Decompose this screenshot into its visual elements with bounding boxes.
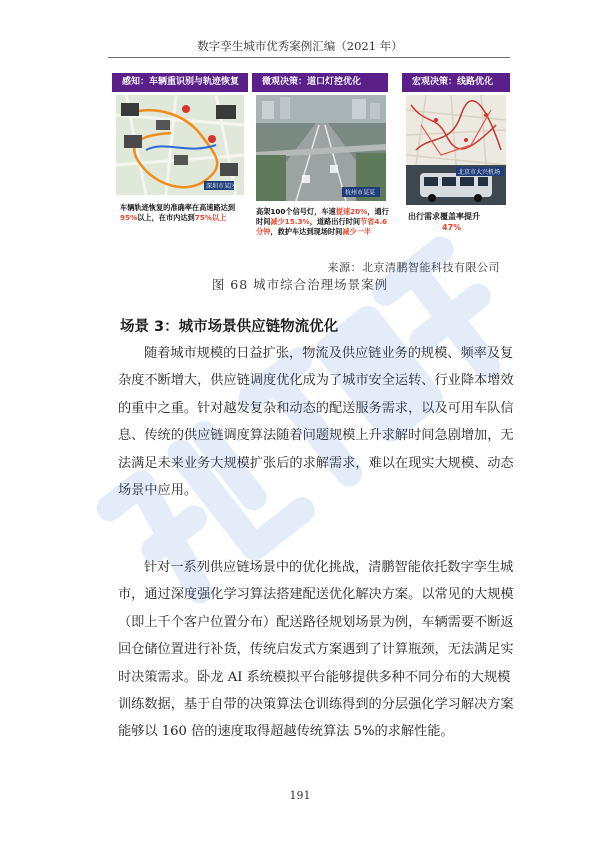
running-header: 数字孪生城市优秀案例汇编（2021 年） [197, 39, 403, 53]
page-number: 191 [289, 789, 311, 802]
text-line: 随着城市规模的日益扩张，物流及供应链业务的规模、频率及复 [144, 346, 514, 361]
text-line: 息、传统的供应链调度算法随着问题规模上升求解时间急剧增加，无 [118, 428, 514, 444]
text-line: 场景中应用。 [118, 482, 198, 498]
aerial-road-image [256, 95, 386, 201]
section-heading: 场景 3：城市场景供应链物流优化 [120, 319, 339, 335]
text-line: 训练数据，基于自带的决策算法仓训练得到的分层强化学习解决方案 [118, 696, 514, 712]
map-label: 深圳市某区 [206, 183, 237, 190]
figure-panel-micro-decision [252, 73, 392, 251]
route-map-image [406, 95, 506, 205]
panel-caption: 车辆轨迹恢复的准确率在高速路达到95%以上，在市内达到75%以上 [120, 203, 236, 222]
text-line: 能够以 160 倍的速度取得超越传统算法 5%的求解性能。 [118, 724, 454, 740]
text-line: 法满足未来业务大规模扩张后的求解需求，难以在现实大规模、动态 [118, 455, 514, 471]
map-label: 北京市大兴机场 [458, 169, 501, 176]
panel-caption: 出行需求覆盖率提升 47% [408, 212, 480, 232]
figure-caption: 图 68 城市综合治理场景案例 [211, 277, 389, 292]
figure-panel-macro-decision [402, 73, 510, 251]
text-line: 时决策需求。卧龙 AI 系统模拟平台能够提供多种不同分布的大规模 [118, 669, 511, 685]
figure-panels [112, 73, 510, 251]
text-line: 杂度不断增大，供应链调度优化成为了城市安全运转、行业降本增效 [118, 373, 514, 389]
paragraph-1 [118, 340, 514, 504]
header-rule [108, 57, 510, 58]
panel-caption: 高架100个信号灯，车速提速20%，通行时间减少15.3%，道路出行时间节省4.6分钟，救护车达到现场时间减少一半 [256, 207, 389, 236]
figure-panel-perception [112, 73, 248, 251]
text-line: （即上千个客户位置分布）配送路径规划场景为例，车辆需要不断返 [118, 614, 514, 630]
text-line: 市，通过深度强化学习算法搭建配送优化解决方案。以常见的大规模 [118, 587, 514, 603]
text-line: 的重中之重。针对越发复杂和动态的配送服务需求，以及可用车队信 [118, 400, 514, 416]
paragraph-2 [118, 554, 514, 746]
map-trajectory-image [116, 95, 244, 195]
figure-source: 来源：北京清鹏智能科技有限公司 [327, 261, 500, 274]
panel-title: 微观决策：道口灯控优化 [252, 73, 388, 92]
text-line: 回仓储位置进行补货，传统启发式方案遇到了计算瓶颈，无法满足实 [118, 642, 514, 658]
panel-title: 感知：车辆重识别与轨迹恢复 [112, 73, 248, 92]
panel-title: 宏观决策：线路优化 [402, 73, 510, 92]
map-label: 杭州市某某 [345, 189, 376, 197]
text-line: 针对一系列供应链场景中的优化挑战，清鹏智能依托数字孪生城 [144, 560, 514, 575]
